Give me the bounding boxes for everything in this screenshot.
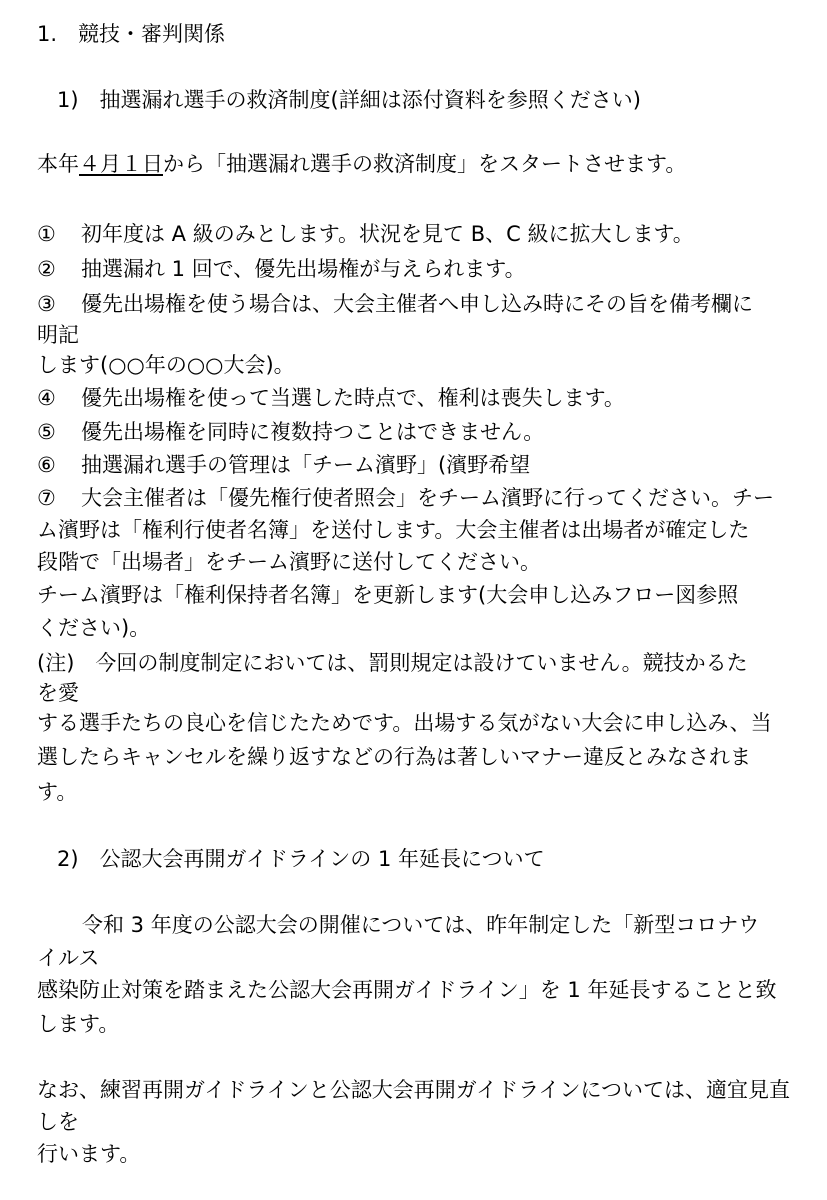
paragraph-line: 感染防止対策を踏まえた公認大会再開ガイドライン」を 1 年延長することと致 — [37, 978, 777, 1002]
item-text: 優先出場権を同時に複数持つことはできません。 — [81, 420, 545, 444]
list-item-wrap — [37, 321, 79, 349]
item-text: 優先出場権を使って当選した時点で、権利は喪失します。 — [81, 386, 625, 410]
item-text: 明記 — [37, 323, 79, 347]
section-heading: 1. 競技・審判関係 — [37, 22, 226, 46]
intro-date: ４月１日 — [79, 152, 163, 176]
item-marker: ④ — [37, 386, 56, 410]
list-item — [37, 384, 625, 412]
continuation-line: ください)。 — [37, 616, 151, 640]
item-marker: ③ — [37, 292, 56, 316]
item-marker: ② — [37, 257, 56, 281]
paragraph-line: します。 — [37, 1012, 120, 1036]
note-line: (注) 今回の制度制定においては、罰則規定は設けていません。競技かるた — [37, 651, 748, 675]
item-text: します(○○年の○○大会)。 — [37, 353, 295, 377]
subsection-1-title: 1) 抽選漏れ選手の救済制度(詳細は添付資料を参照ください) — [57, 88, 641, 112]
intro-prefix: 本年 — [37, 152, 79, 176]
list-item — [37, 451, 530, 479]
list-item — [37, 290, 753, 318]
intro-line — [37, 150, 686, 178]
subsection-2-title: 2) 公認大会再開ガイドラインの 1 年延長について — [57, 847, 545, 871]
list-item — [37, 255, 526, 283]
continuation-line: 段階で「出場者」をチーム濱野に送付してください。 — [37, 550, 541, 574]
list-item — [37, 484, 774, 512]
item-marker: ⑤ — [37, 420, 56, 444]
list-item — [37, 418, 544, 446]
continuation-line: ム濱野は「権利行使者名簿」を送付します。大会主催者は出場者が確定した — [37, 518, 750, 542]
item-text: 大会主催者は「優先権行使者照会」をチーム濱野に行ってください。チー — [81, 486, 774, 510]
paragraph-line: 行います。 — [37, 1142, 141, 1166]
item-marker: ⑦ — [37, 486, 56, 510]
paragraph-line: 令和 3 年度の公認大会の開催については、昨年制定した「新型コロナウ — [82, 913, 760, 937]
item-marker: ⑥ — [37, 453, 56, 477]
item-text: 初年度は A 級のみとします。状況を見て B、C 級に拡大します。 — [81, 222, 694, 246]
note-line: を愛 — [37, 681, 79, 705]
item-text: 抽選漏れ 1 回で、優先出場権が与えられます。 — [81, 257, 526, 281]
note-line: 選したらキャンセルを繰り返すなどの行為は著しいマナー違反とみなされま — [37, 745, 751, 769]
note-line: する選手たちの良心を信じたためです。出場する気がない大会に申し込み、当 — [37, 711, 772, 735]
item-text: 抽選漏れ選手の管理は「チーム濱野」(濱野希望 — [81, 453, 531, 477]
paragraph-line: しを — [37, 1110, 79, 1134]
item-marker: ① — [37, 222, 56, 246]
item-text: 優先出場権を使う場合は、大会主催者へ申し込み時にその旨を備考欄に — [81, 292, 753, 316]
paragraph-line: イルス — [37, 946, 100, 970]
list-item-wrap — [37, 351, 295, 379]
continuation-line: チーム濱野は「権利保持者名簿」を更新します(大会申し込みフロー図参照 — [37, 583, 739, 607]
intro-suffix: から「抽選漏れ選手の救済制度」をスタートさせます。 — [163, 152, 687, 176]
paragraph-line: なお、練習再開ガイドラインと公認大会再開ガイドラインについては、適宜見直 — [37, 1078, 791, 1102]
list-item — [37, 220, 694, 248]
note-line: す。 — [37, 780, 78, 804]
